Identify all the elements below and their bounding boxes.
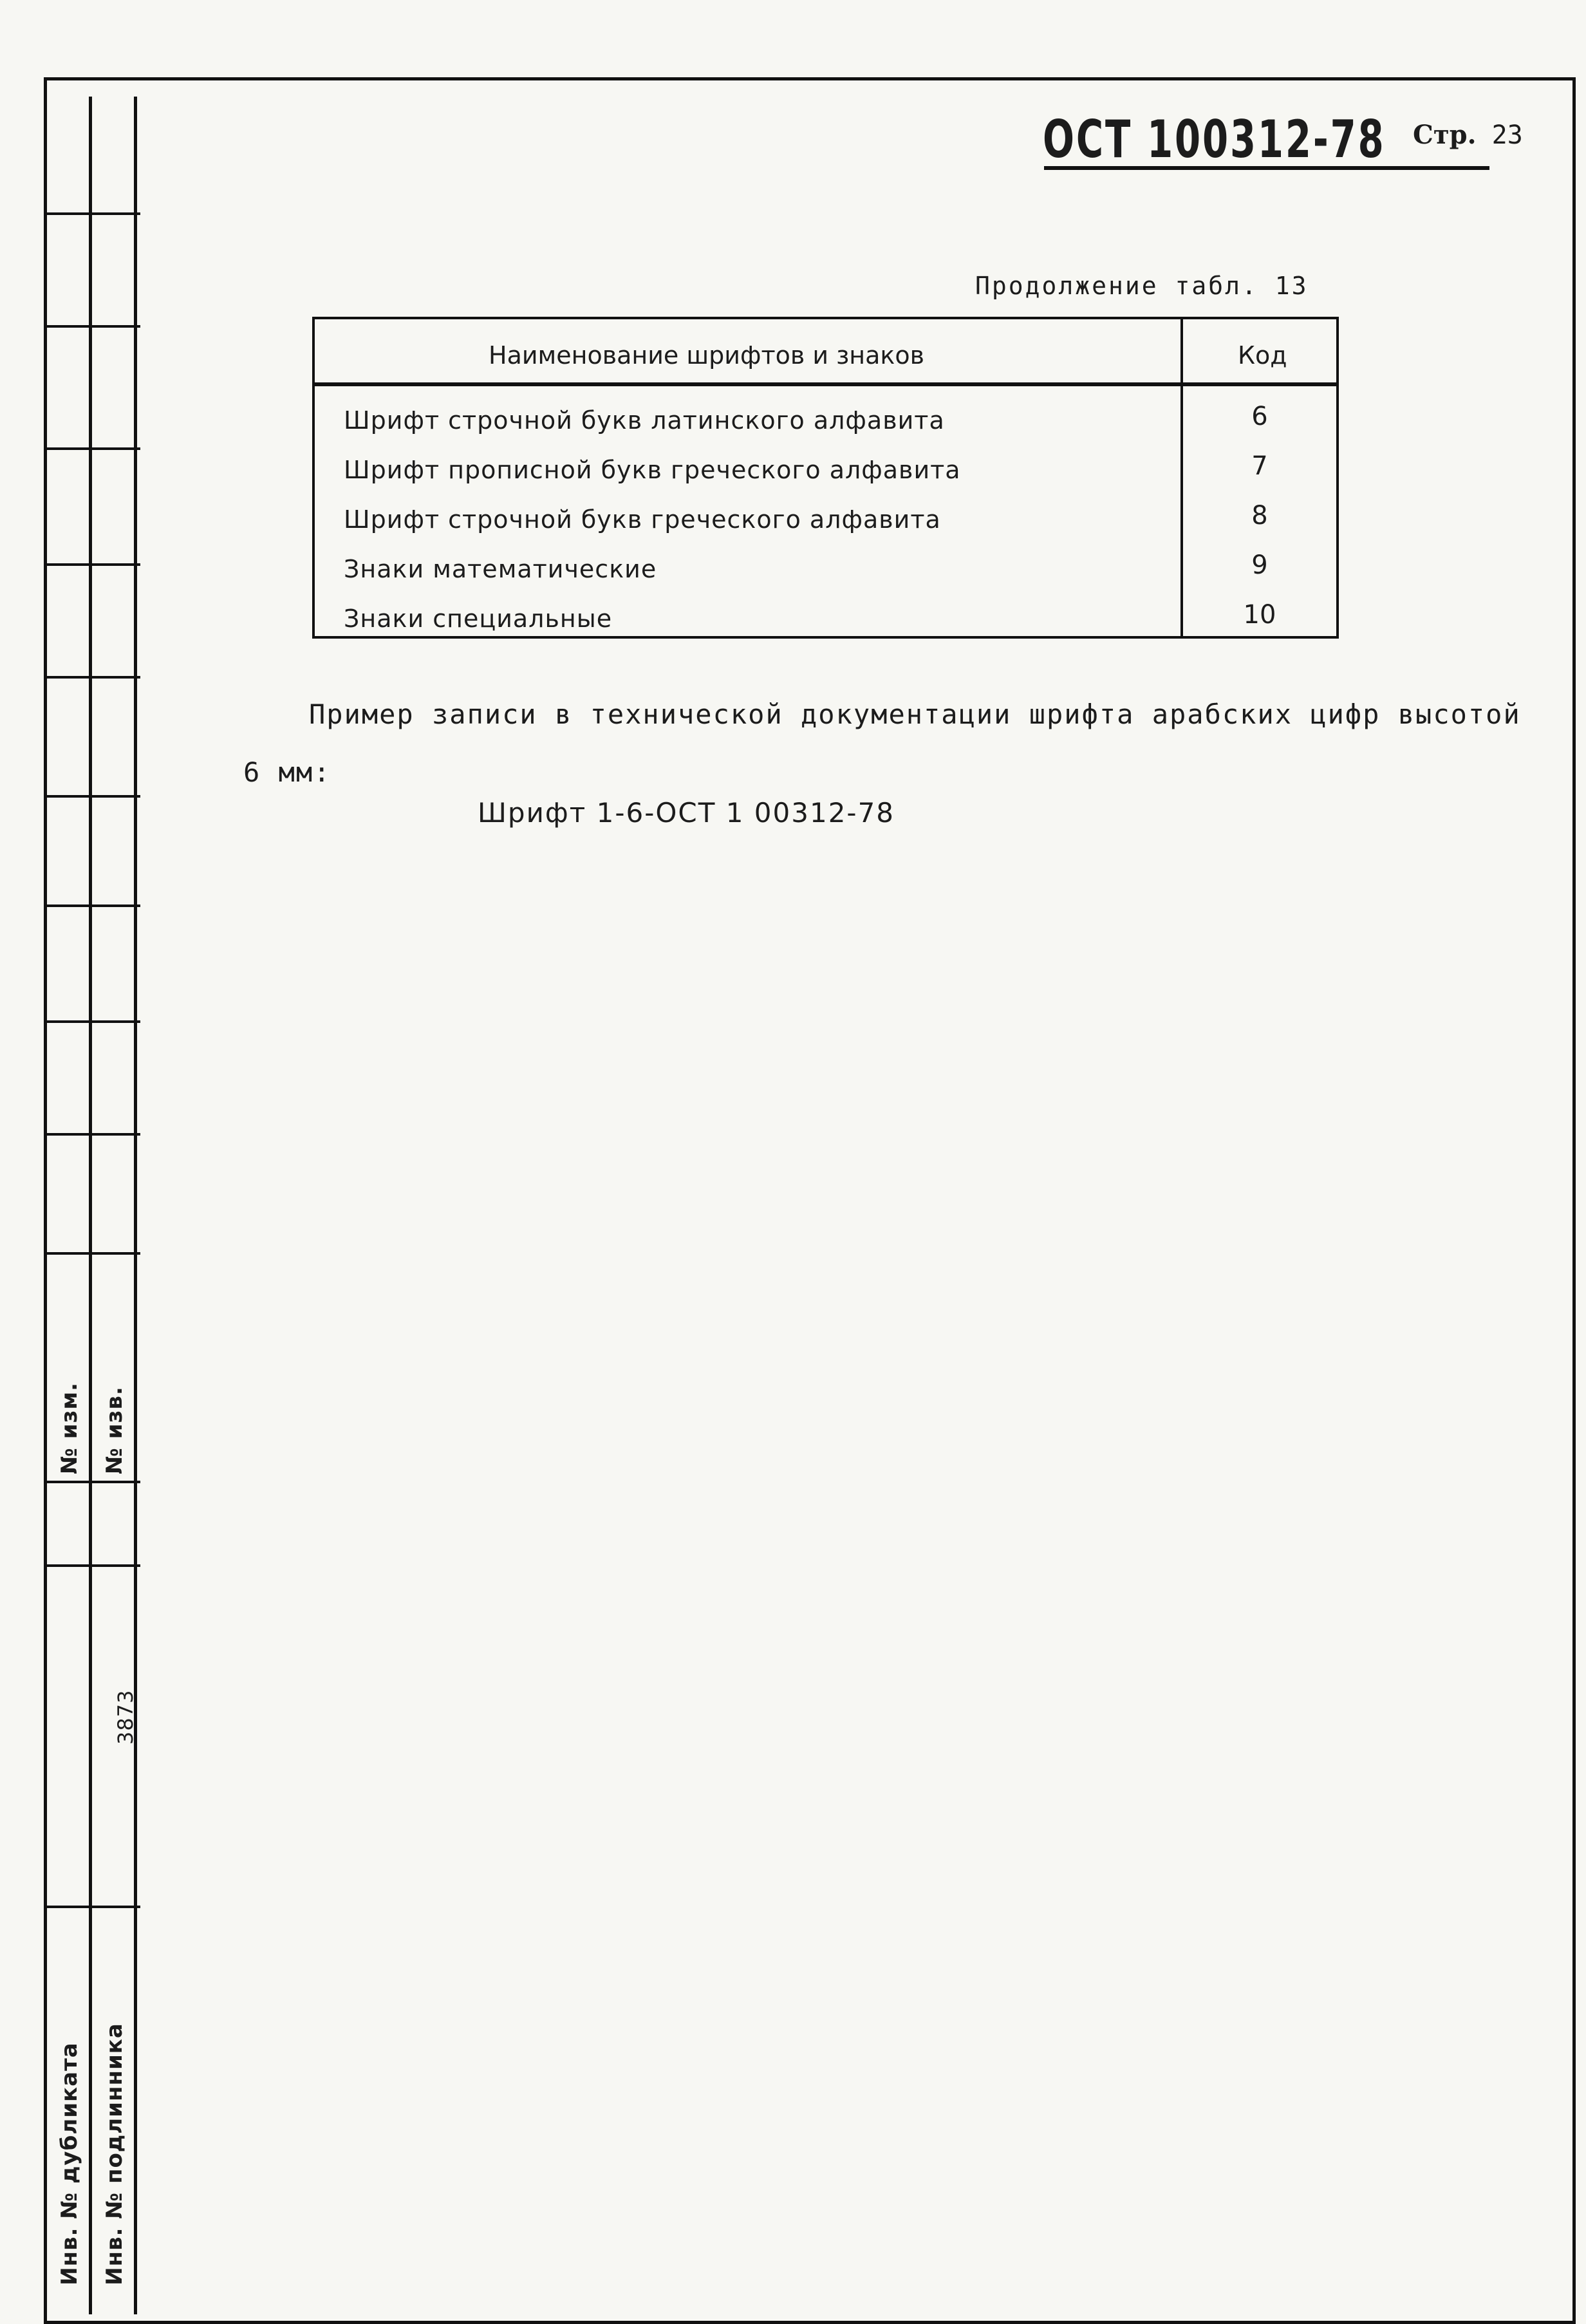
margin-divider <box>44 676 140 679</box>
margin-divider <box>44 1481 140 1483</box>
margin-divider <box>44 795 140 798</box>
page-number: 23 <box>1491 120 1523 150</box>
inv-original-label: Инв. № подлинника <box>102 2023 127 2285</box>
page-number-block <box>1413 120 1523 150</box>
document-code: ОСТ 100312-78 <box>1043 109 1386 169</box>
table-row-name: Шрифт строчной букв греческого алфавита <box>344 505 941 534</box>
table-row-name: Шрифт прописной букв греческого алфавита <box>344 456 961 484</box>
margin-divider <box>44 1133 140 1136</box>
izm-label: № изм. <box>57 1382 82 1474</box>
example-intro-line1: Пример записи в технической документации шрифта арабских цифр высотой <box>309 698 1521 730</box>
header-underline <box>1044 166 1489 170</box>
table-caption: Продолжение табл. 13 <box>975 272 1309 300</box>
example-designation: Шрифт 1-6-ОСТ 1 00312-78 <box>478 797 895 829</box>
table-row-name: Знаки специальные <box>344 604 613 633</box>
page-label: Стр. <box>1413 120 1477 150</box>
table-row-name: Шрифт строчной букв латинского алфавита <box>344 406 945 435</box>
table-row-code: 10 <box>1243 600 1276 630</box>
margin-column-1 <box>44 97 92 2314</box>
table-row-code: 8 <box>1251 501 1268 530</box>
margin-divider <box>44 1564 140 1567</box>
table-row-code: 6 <box>1251 402 1268 431</box>
margin-divider <box>44 563 140 566</box>
table-row-name: Знаки математические <box>344 555 657 583</box>
margin-divider <box>44 1020 140 1023</box>
izv-label: № изв. <box>102 1386 127 1474</box>
margin-divider <box>44 325 140 328</box>
column-header-code: Код <box>1238 341 1287 370</box>
margin-divider <box>44 212 140 215</box>
header-rule <box>315 382 1336 386</box>
inv-original-value: 3873 <box>113 1689 138 1745</box>
margin-divider <box>44 1252 140 1255</box>
margin-divider <box>44 447 140 450</box>
table-row-code: 7 <box>1251 451 1268 481</box>
example-intro-line2: 6 мм: <box>243 756 331 788</box>
margin-divider <box>44 1906 140 1908</box>
margin-column-2 <box>89 97 137 2314</box>
table-row-code: 9 <box>1251 550 1268 580</box>
inv-duplicate-label: Инв. № дубликата <box>57 2042 82 2285</box>
column-header-name: Наименование шрифтов и знаков <box>489 341 925 370</box>
margin-divider <box>44 904 140 907</box>
fonts-table <box>312 317 1339 639</box>
